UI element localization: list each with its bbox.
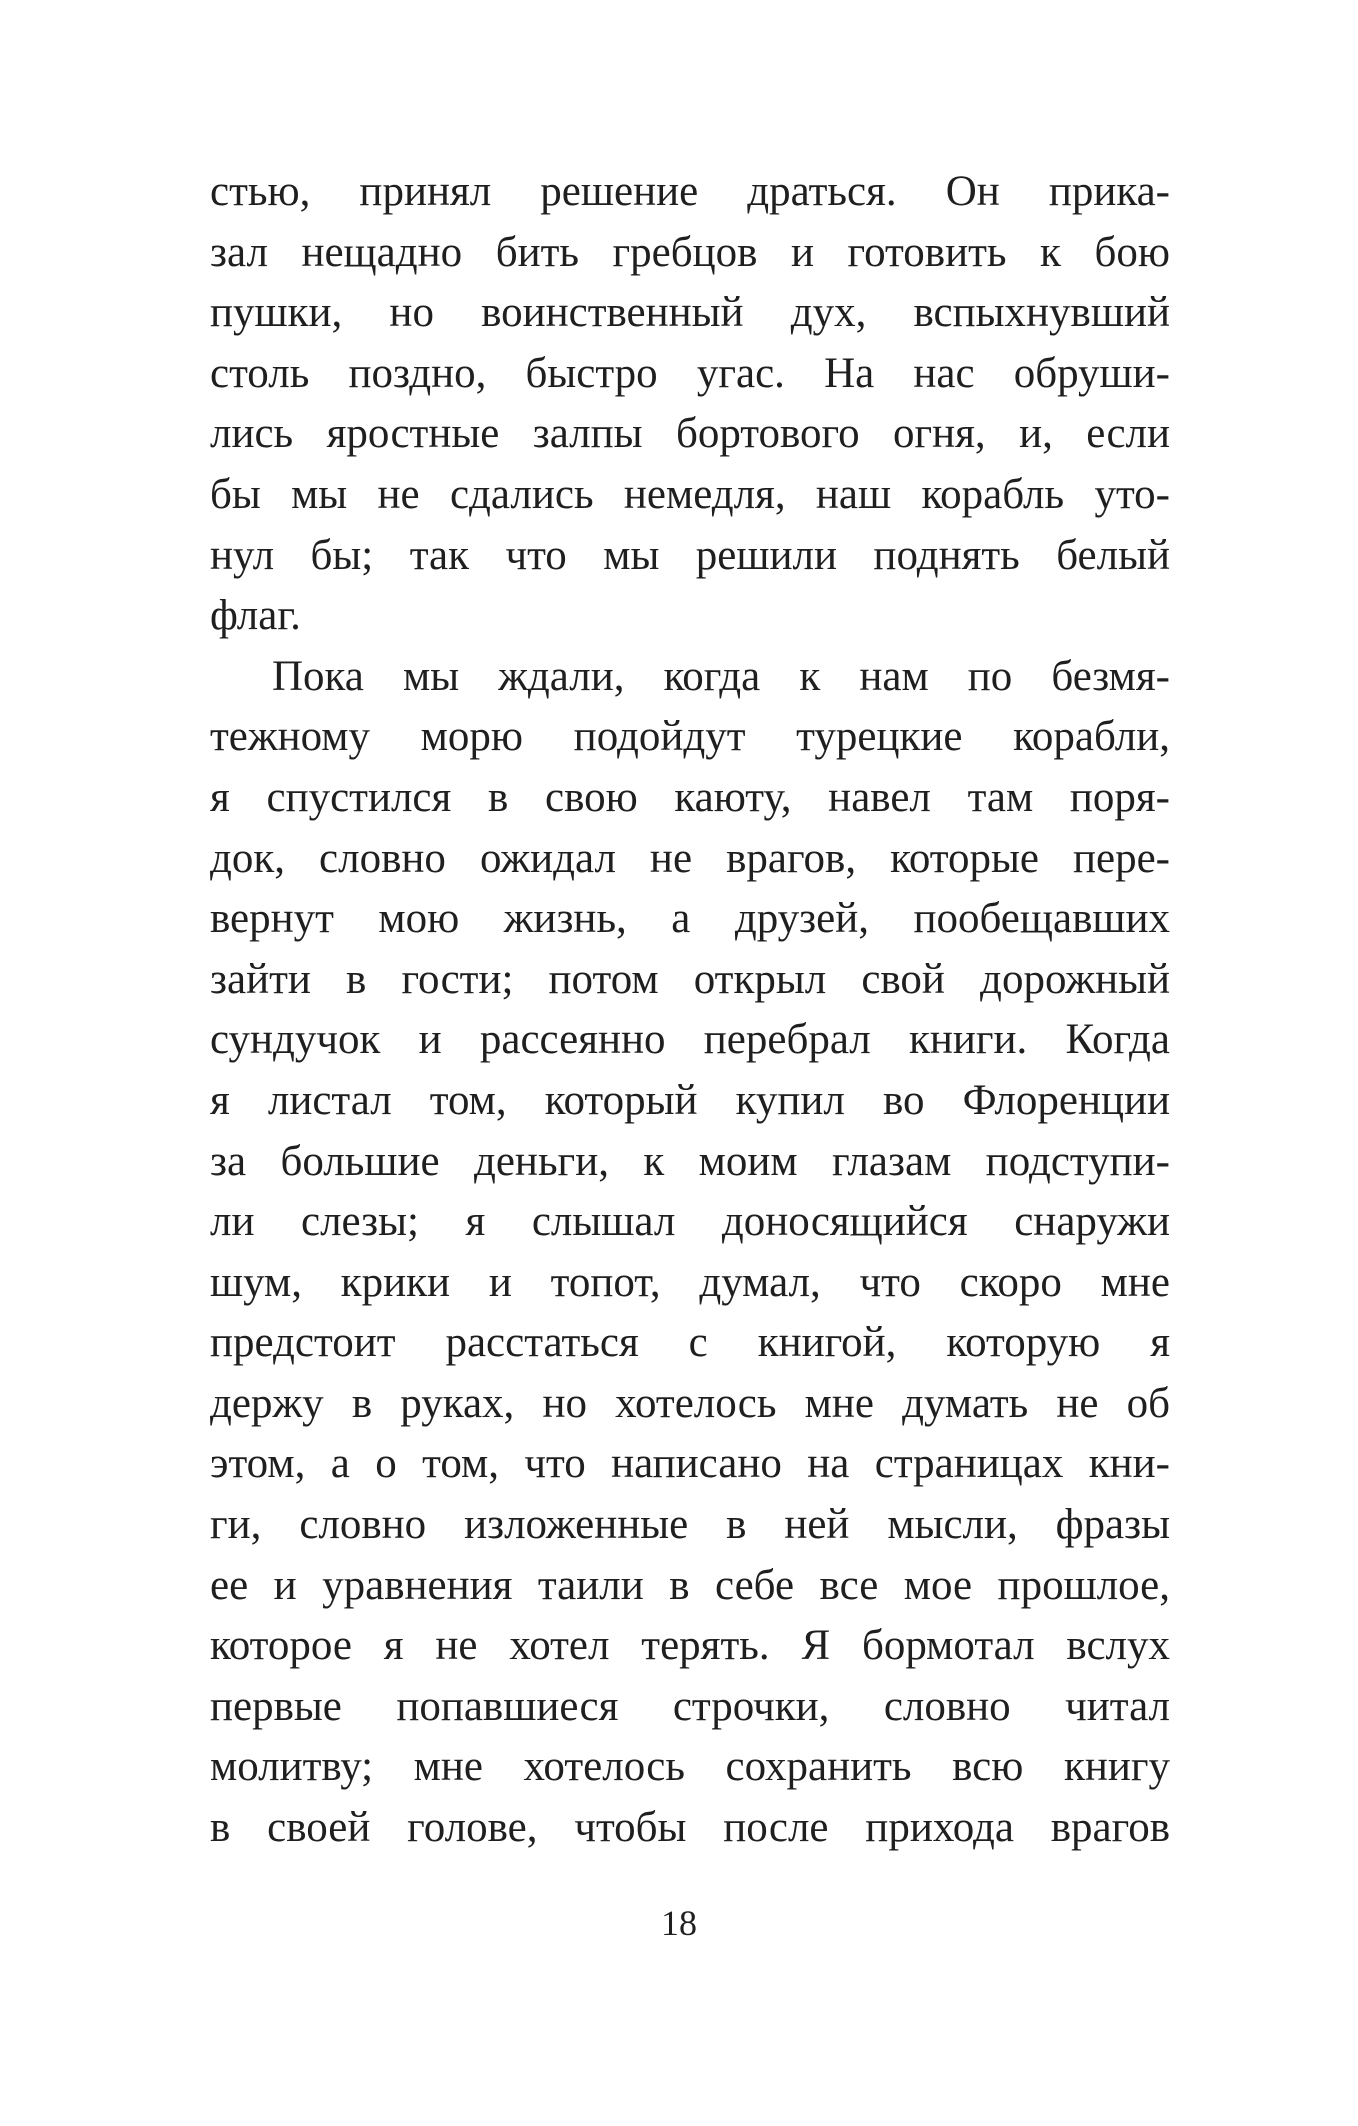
- text-line: я спустился в свою каюту, навел там поря-: [210, 773, 1170, 821]
- page-number: 18: [661, 1903, 697, 1943]
- text-line: нул бы; так что мы решили поднять белый: [210, 531, 1170, 579]
- text-line: док, словно ожидал не врагов, которые пере-: [210, 834, 1170, 882]
- text-line: я листал том, который купил во Флоренции: [210, 1076, 1170, 1124]
- text-line: первые попавшиеся строчки, словно читал: [210, 1682, 1170, 1730]
- text-line: пушки, но воинственный дух, вспыхнувший: [210, 289, 1170, 337]
- text-line: столь поздно, быстро угас. На нас обруши-: [210, 349, 1170, 397]
- text-line: в своей голове, чтобы после прихода врагов: [210, 1804, 1170, 1852]
- text-line: ли слезы; я слышал доносящийся снаружи: [210, 1198, 1170, 1246]
- text-line: вернут мою жизнь, а друзей, пообещавших: [210, 895, 1170, 943]
- text-line: шум, крики и топот, думал, что скоро мне: [210, 1258, 1170, 1306]
- text-line: лись яростные залпы бортового огня, и, если: [210, 410, 1170, 458]
- text-line: ги, словно изложенные в ней мысли, фразы: [210, 1501, 1170, 1549]
- text-line: стью, принял решение драться. Он прика-: [210, 168, 1170, 215]
- text-line: сундучок и рассеянно перебрал книги. Когда: [210, 1016, 1170, 1064]
- text-line: молитву; мне хотелось сохранить всю книгу: [210, 1743, 1170, 1791]
- text-line: зайти в гости; потом открыл свой дорожный: [210, 955, 1170, 1003]
- text-line: ее и уравнения таили в себе все мое прошлое,: [210, 1561, 1170, 1609]
- text-line: зал нещадно бить гребцов и готовить к бою: [210, 228, 1170, 276]
- text-line: флаг.: [210, 592, 301, 640]
- text-line: тежному морю подойдут турецкие корабли,: [210, 713, 1170, 761]
- text-line: предстоит расстаться с книгой, которую я: [210, 1319, 1170, 1367]
- text-line: которое я не хотел терять. Я бормотал вслух: [210, 1622, 1170, 1670]
- text-line: бы мы не сдались немедля, наш корабль уто-: [210, 470, 1170, 518]
- text-line: этом, а о том, что написано на страницах кни-: [210, 1440, 1170, 1488]
- body-text: [210, 162, 1170, 1859]
- text-line: Пока мы ждали, когда к нам по безмя-: [272, 652, 1170, 700]
- text-line: за большие деньги, к моим глазам подступи-: [210, 1137, 1170, 1185]
- text-line: держу в руках, но хотелось мне думать не об: [210, 1379, 1170, 1427]
